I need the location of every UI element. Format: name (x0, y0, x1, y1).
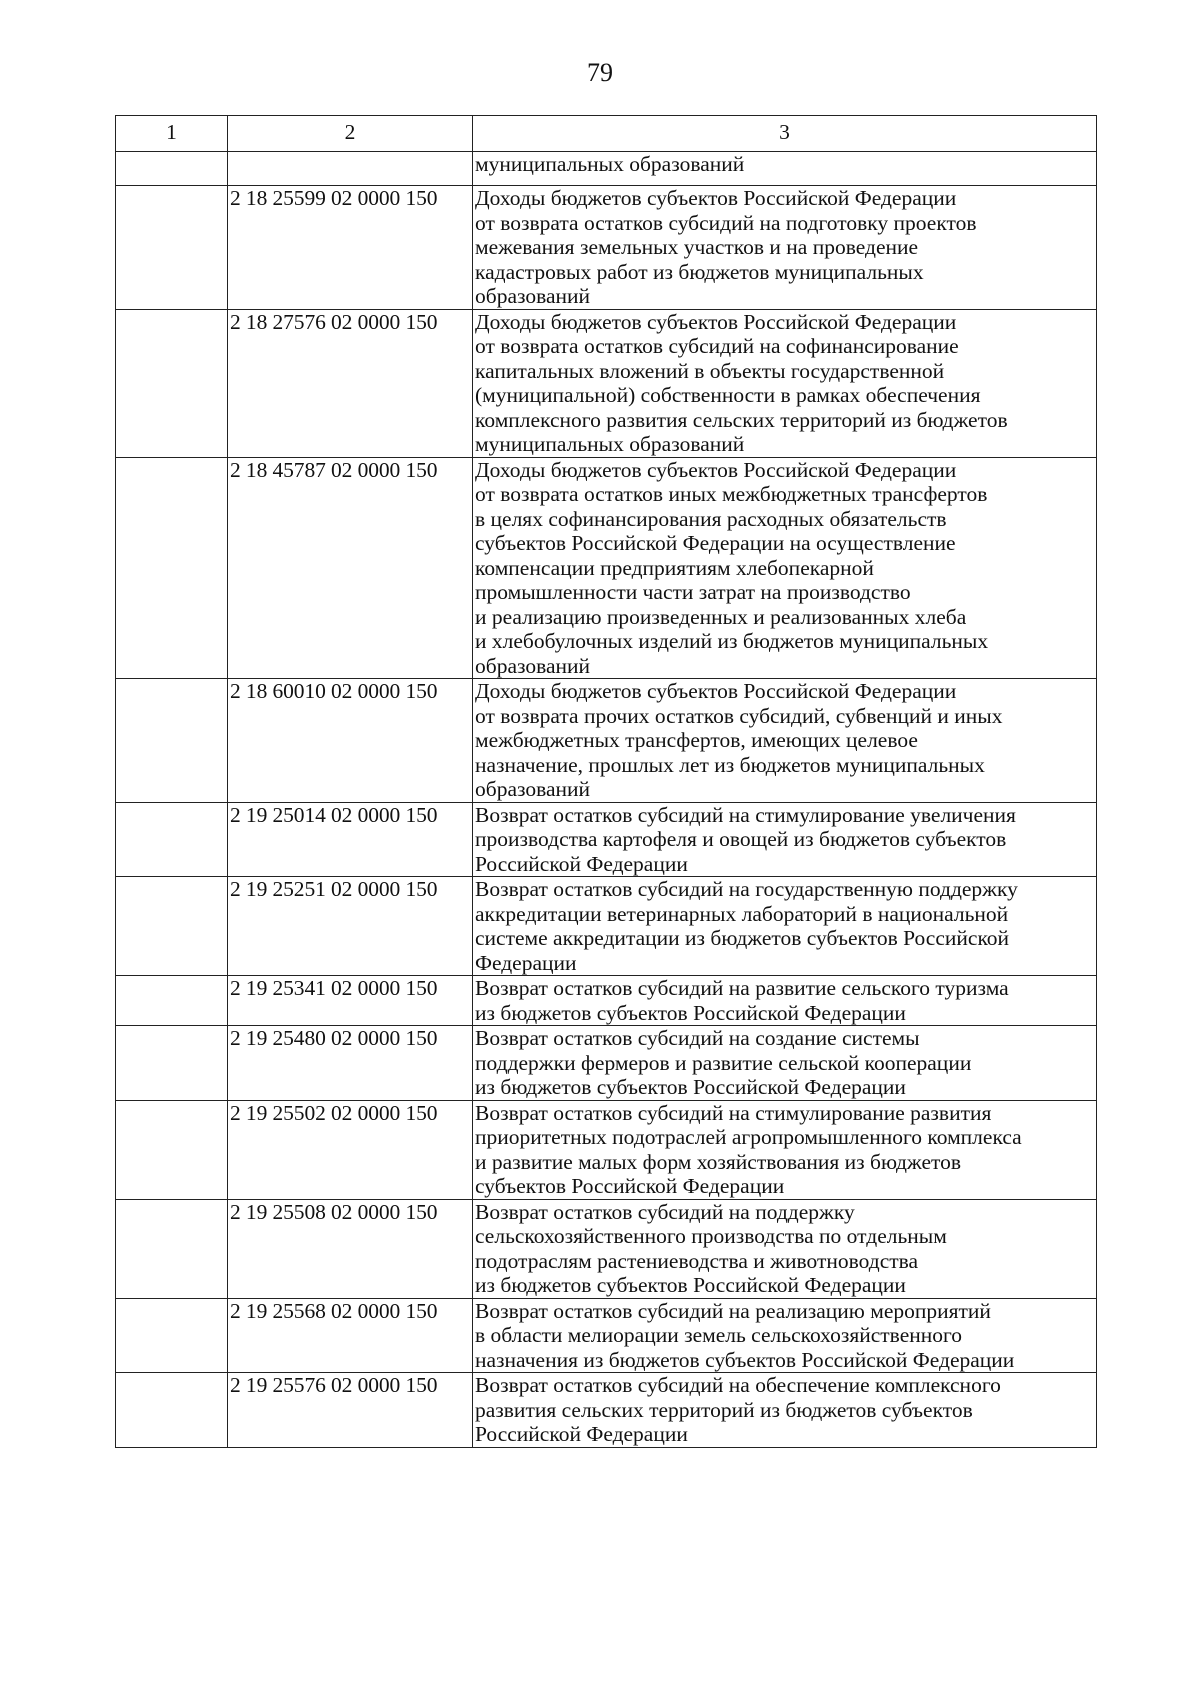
cell-col-1 (116, 1100, 228, 1199)
description-line: развития сельских территорий из бюджетов субъектов (475, 1397, 973, 1422)
table-row (116, 309, 1097, 457)
cell-description (473, 1298, 1097, 1373)
table-row (116, 1026, 1097, 1101)
cell-col-1 (116, 1026, 228, 1101)
cell-description (473, 309, 1097, 457)
description-line: образований (475, 777, 591, 801)
cell-description (473, 679, 1097, 803)
description-line: образований (475, 653, 591, 678)
cell-col-1 (116, 457, 228, 679)
cell-col-1 (116, 1373, 228, 1448)
description-line: Доходы бюджетов субъектов Российской Федерации (475, 457, 957, 482)
cell-col-1 (116, 877, 228, 976)
description-line: от возврата остатков субсидий на софинансирование (475, 334, 959, 358)
description-line: капитальных вложений в объекты государственной (475, 358, 945, 383)
cell-code: 2 19 25480 02 0000 150 (228, 1026, 473, 1101)
cell-code: 2 19 25576 02 0000 150 (228, 1373, 473, 1448)
cell-description (473, 1026, 1097, 1101)
table-row (116, 802, 1097, 877)
description-line: системе аккредитации из бюджетов субъектов Российской (475, 926, 1010, 950)
description-line: муниципальных образований (475, 432, 745, 456)
table-row (116, 186, 1097, 310)
description-line: межбюджетных трансфертов, имеющих целевое (475, 728, 918, 752)
cell-col-1 (116, 1298, 228, 1373)
table-body (116, 152, 1097, 1448)
description-line: из бюджетов субъектов Российской Федерации (475, 1075, 906, 1099)
description-line: (муниципальной) собственности в рамках обеспечения (475, 383, 981, 407)
cell-col-1 (116, 802, 228, 877)
description-line: Возврат остатков субсидий на обеспечение комплексного (475, 1373, 1001, 1397)
cell-code: 2 18 25599 02 0000 150 (228, 186, 473, 310)
description-line: Доходы бюджетов субъектов Российской Федерации (475, 679, 957, 703)
description-line: образований (475, 284, 591, 308)
description-line: Возврат остатков субсидий на создание системы (475, 1026, 920, 1050)
description-line: производства картофеля и овощей из бюджетов субъектов (475, 827, 1007, 851)
cell-description (473, 802, 1097, 877)
description-line: Доходы бюджетов субъектов Российской Федерации (475, 186, 957, 210)
table-row (116, 1199, 1097, 1298)
cell-description (473, 1100, 1097, 1199)
description-line: в целях софинансирования расходных обязательств (475, 506, 947, 531)
description-line: назначения из бюджетов субъектов Российской Федерации (475, 1347, 1015, 1372)
description-line: и хлебобулочных изделий из бюджетов муниципальных (475, 629, 989, 653)
cell-code: 2 19 25341 02 0000 150 (228, 976, 473, 1026)
description-line: из бюджетов субъектов Российской Федерации (475, 1000, 906, 1025)
description-line: и развитие малых форм хозяйствования из бюджетов (475, 1149, 962, 1174)
description-line: в области мелиорации земель сельскохозяйственного (475, 1323, 963, 1347)
description-line: аккредитации ветеринарных лабораторий в национальной (475, 901, 1009, 926)
description-line: субъектов Российской Федерации на осуществление (475, 531, 956, 555)
description-line: назначение, прошлых лет из бюджетов муниципальных (475, 752, 985, 777)
description-line: субъектов Российской Федерации (475, 1174, 785, 1198)
description-line: из бюджетов субъектов Российской Федерации (475, 1273, 906, 1297)
header-col-3: 3 (473, 116, 1097, 152)
cell-description (473, 457, 1097, 679)
cell-code: 2 19 25014 02 0000 150 (228, 802, 473, 877)
cell-code: 2 18 60010 02 0000 150 (228, 679, 473, 803)
cell-code: 2 18 45787 02 0000 150 (228, 457, 473, 679)
cell-col-1 (116, 976, 228, 1026)
description-line: кадастровых работ из бюджетов муниципальных (475, 259, 924, 284)
header-row (116, 116, 1097, 152)
description-line: Возврат остатков субсидий на развитие сельского туризма (475, 976, 1009, 1000)
description-line: от возврата остатков иных межбюджетных трансфертов (475, 482, 988, 506)
cell-col-1 (116, 186, 228, 310)
cell-code (228, 152, 473, 186)
description-line: Возврат остатков субсидий на поддержку (475, 1199, 855, 1224)
table-row (116, 1373, 1097, 1448)
description-line: Возврат остатков субсидий на государственную поддержку (475, 877, 1018, 901)
cell-description (473, 1199, 1097, 1298)
description-line: Российской Федерации (475, 1422, 688, 1446)
table-row (116, 679, 1097, 803)
cell-col-1 (116, 1199, 228, 1298)
description-line: подотраслям растениеводства и животноводства (475, 1248, 919, 1273)
description-line: Федерации (475, 950, 577, 975)
table-row (116, 457, 1097, 679)
description-line: от возврата прочих остатков субсидий, субвенций и иных (475, 703, 1003, 728)
table-header (116, 116, 1097, 152)
description-line: Российской Федерации (475, 851, 688, 876)
description-line: промышленности части затрат на производство (475, 580, 911, 604)
cell-code: 2 19 25251 02 0000 150 (228, 877, 473, 976)
description-line: приоритетных подотраслей агропромышленного комплекса (475, 1125, 1022, 1149)
table-row (116, 1100, 1097, 1199)
cell-code: 2 19 25568 02 0000 150 (228, 1298, 473, 1373)
cell-description (473, 186, 1097, 310)
description-line: Возврат остатков субсидий на реализацию мероприятий (475, 1298, 991, 1323)
cell-col-1 (116, 309, 228, 457)
table-row (116, 976, 1097, 1026)
description-line: от возврата остатков субсидий на подготовку проектов (475, 210, 977, 235)
description-line: Доходы бюджетов субъектов Российской Федерации (475, 309, 957, 334)
cell-description (473, 976, 1097, 1026)
table-row (116, 1298, 1097, 1373)
description-line: компенсации предприятиям хлебопекарной (475, 555, 874, 580)
cell-code: 2 18 27576 02 0000 150 (228, 309, 473, 457)
cell-code: 2 19 25508 02 0000 150 (228, 1199, 473, 1298)
cell-description (473, 877, 1097, 976)
cell-col-1 (116, 152, 228, 186)
description-line: сельскохозяйственного производства по отдельным (475, 1224, 947, 1248)
cell-col-1 (116, 679, 228, 803)
header-col-1: 1 (116, 116, 228, 152)
table-row-continuation (116, 152, 1097, 186)
description-line: межевания земельных участков и на проведение (475, 235, 919, 259)
cell-description (473, 1373, 1097, 1448)
description-line: и реализацию произведенных и реализованных хлеба (475, 604, 967, 629)
page-number: 79 (587, 58, 613, 87)
budget-classification-table (115, 115, 1097, 1448)
header-col-2: 2 (228, 116, 473, 152)
description-line: Возврат остатков субсидий на стимулирование развития (475, 1100, 992, 1125)
cell-code: 2 19 25502 02 0000 150 (228, 1100, 473, 1199)
description-line: комплексного развития сельских территорий из бюджетов (475, 407, 1008, 432)
description-line: Возврат остатков субсидий на стимулирование увеличения (475, 802, 1016, 827)
cell-description: муниципальных образований (473, 152, 1097, 186)
description-line: поддержки фермеров и развитие сельской кооперации (475, 1050, 972, 1075)
table-row (116, 877, 1097, 976)
